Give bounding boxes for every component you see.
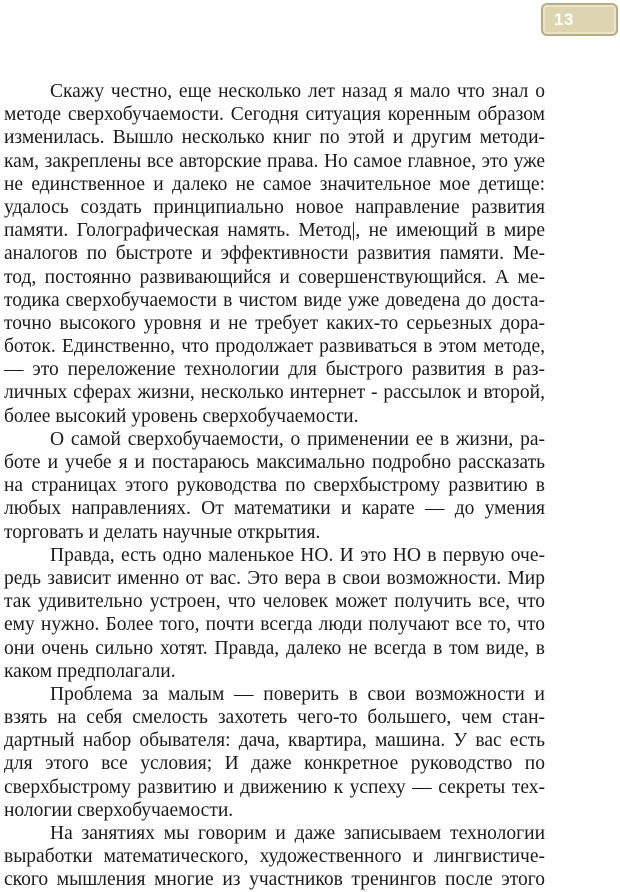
- body-text: [4, 80, 545, 892]
- text-line: — это переложение технологии для быстрого развития в раз-: [4, 359, 545, 381]
- text-line: ему нужно. Более того, почти всегда люди получают все то, что: [4, 614, 545, 636]
- text-line: для этого все условия; И даже конкретное руководство по: [4, 753, 545, 775]
- text-line: любых направлениях. От математики и карате — до умения: [4, 498, 545, 520]
- text-line: нологии сверхобучаемости.: [4, 799, 234, 821]
- text-line: удалось создать принципиально новое направление развития: [4, 196, 545, 218]
- text-line: тод, постоянно развивающийся и совершенствующийся. А ме-: [4, 266, 545, 288]
- text-line: Проблема за малым — поверить в свои возможности и: [50, 683, 545, 705]
- text-line: аналогов по быстроте и эффективности развития памяти. Ме-: [4, 243, 545, 265]
- text-line: взять на себя смелость захотеть чего-то большего, чем стан-: [4, 707, 545, 729]
- text-line: точно высокого уровня и не требует каких-то серьезных дора-: [4, 312, 545, 334]
- text-line: каком предполагали.: [4, 660, 176, 682]
- text-line: личных сферах жизни, несколько интернет - рассылок и второй,: [4, 382, 545, 404]
- text-line: они очень сильно хотят. Правда, далеко не всегда в том виде, в: [4, 637, 545, 659]
- text-line: не единственное и далеко не самое значительное мое детище:: [4, 173, 545, 195]
- text-line: методе сверхобучаемости. Сегодня ситуация коренным образом: [4, 104, 545, 126]
- text-line: боте и учебе я и постараюсь максимально подробно рассказать: [4, 452, 545, 473]
- text-line: редь зависит именно от вас. Это вера в свои возможности. Мир: [4, 567, 545, 589]
- text-line: О самой сверхобучаемости, о применении ее в жизни, ра-: [50, 428, 545, 450]
- text-line: сверхбыстрому развитию и движению к успеху — секреты тех-: [4, 776, 545, 798]
- text-line: выработки математического, художественного и лингвистиче-: [4, 846, 545, 868]
- text-line: боток. Единственно, что продолжает развиваться в этом методе,: [4, 336, 545, 358]
- text-line: памяти. Голографическая намять. Метод|, не имеющий в мире: [4, 220, 545, 242]
- text-line: на страницах этого руководства по сверхбыстрому развитию в: [4, 475, 545, 497]
- text-line: тодика сверхобучаемости в чистом виде уже доведена до доста-: [4, 289, 545, 311]
- text-line: так удивительно устроен, что человек может получить все, что: [4, 591, 545, 613]
- page-number-badge: [541, 3, 618, 36]
- text-line: ского мышления многие из участников тренингов после этого: [4, 869, 545, 891]
- text-line: торговать и делать научные открытия.: [4, 521, 321, 543]
- text-line: На занятиях мы говорим и даже записываем технологии: [50, 823, 545, 844]
- text-line: дартный набор обывателя: дача, квартира, машина. У вас есть: [4, 730, 545, 752]
- text-line: кам, закреплены все авторские права. Но самое главное, это уже: [4, 150, 545, 172]
- text-line: изменилась. Вышло несколько книг по этой и другим методи-: [4, 127, 545, 149]
- text-line: более высокий уровень сверхобучаемости.: [4, 405, 359, 427]
- text-line: Правда, есть одно маленькое НО. И это НО в первую оче-: [50, 544, 545, 566]
- text-line: Скажу честно, еще несколько лет назад я мало что знал о: [50, 81, 545, 102]
- page-number: 13: [554, 10, 574, 29]
